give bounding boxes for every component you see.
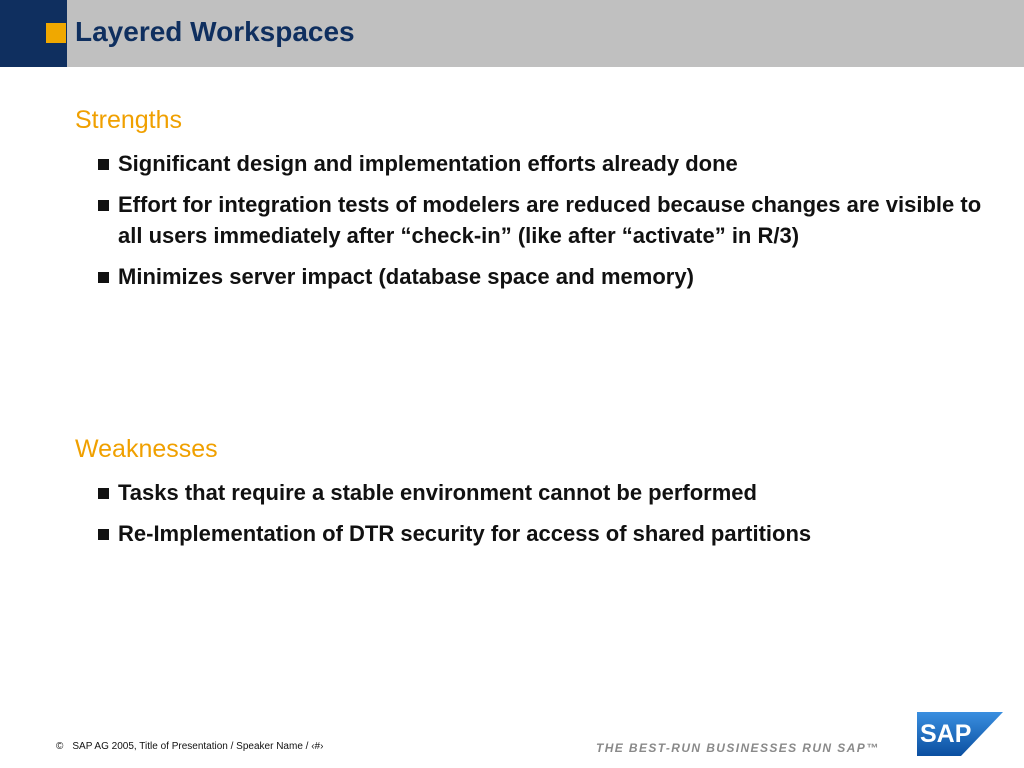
copyright-symbol: © — [56, 741, 64, 752]
list-item — [95, 477, 995, 508]
sap-logo-text: SAP — [920, 720, 972, 748]
strengths-list — [95, 148, 995, 302]
list-item — [95, 518, 995, 549]
registered-icon: ® — [969, 748, 975, 755]
list-item-text: Re-Implementation of DTR security for access of shared partitions — [118, 521, 812, 546]
list-item — [95, 261, 995, 292]
list-item — [95, 189, 995, 251]
square-bullet-icon — [98, 529, 109, 540]
weaknesses-heading: Weaknesses — [75, 435, 218, 463]
copyright-text: SAP AG 2005, Title of Presentation / Speaker Name / ‹#› — [72, 741, 324, 752]
square-bullet-icon — [98, 159, 109, 170]
list-item — [95, 148, 995, 179]
strengths-heading: Strengths — [75, 106, 183, 134]
slide-title: Layered Workspaces — [75, 16, 355, 47]
title-bullet-icon — [46, 23, 66, 43]
list-item-text: Tasks that require a stable environment cannot be performed — [118, 480, 757, 505]
list-item-text: Effort for integration tests of modelers are reduced because changes are visible to all users immediately after “check-in” (like after “activate” in R/3) — [118, 192, 982, 248]
square-bullet-icon — [98, 272, 109, 283]
square-bullet-icon — [98, 200, 109, 211]
list-item-text: Minimizes server impact (database space and memory) — [118, 264, 694, 289]
square-bullet-icon — [98, 488, 109, 499]
sap-tagline: THE BEST-RUN BUSINESSES RUN SAP™ — [596, 741, 880, 755]
footer-copyright — [56, 741, 323, 752]
weaknesses-list — [95, 477, 995, 559]
sap-logo — [917, 712, 1003, 756]
list-item-text: Significant design and implementation efforts already done — [118, 151, 738, 176]
